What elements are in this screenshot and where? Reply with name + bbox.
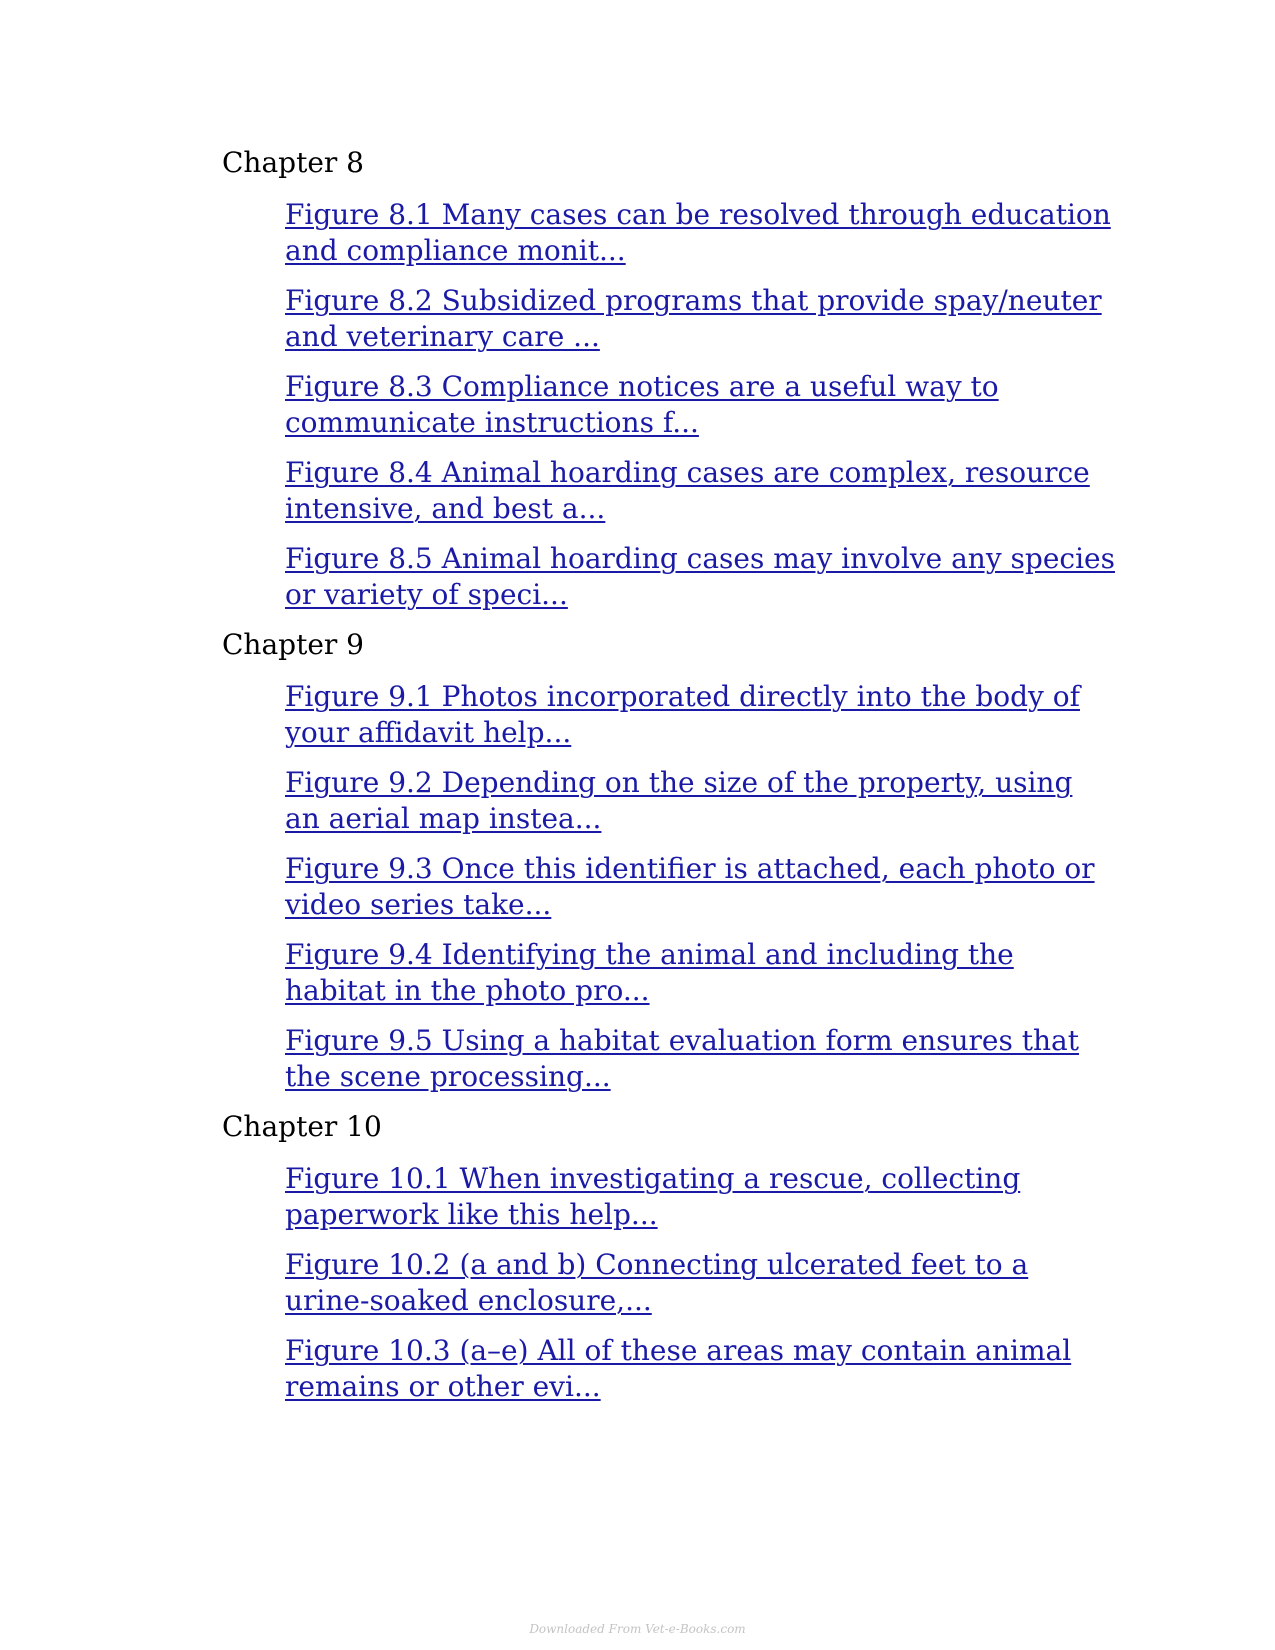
figure-link-9-1[interactable]: Figure 9.1 Photos incorporated directly into the body of your affidavit help...	[285, 680, 1080, 749]
figure-link-10-2[interactable]: Figure 10.2 (a and b) Connecting ulcerated feet to a urine-soaked enclosure,...	[285, 1248, 1029, 1317]
figure-link-9-4[interactable]: Figure 9.4 Identifying the animal and including the habitat in the photo pro...	[285, 938, 1014, 1007]
figure-list	[222, 197, 1122, 613]
chapter-section-10	[222, 1109, 1122, 1405]
watermark-footer: Downloaded From Vet-e-Books.com	[529, 1622, 746, 1636]
chapter-heading: Chapter 10	[222, 1110, 382, 1143]
list-item	[285, 1023, 1122, 1095]
chapter-heading: Chapter 9	[222, 628, 364, 661]
list-item	[285, 283, 1122, 355]
figure-link-10-3[interactable]: Figure 10.3 (a–e) All of these areas may contain animal remains or other evi...	[285, 1334, 1072, 1403]
figure-list-document	[222, 145, 1122, 1419]
figure-link-8-1[interactable]: Figure 8.1 Many cases can be resolved through education and compliance monit...	[285, 198, 1111, 267]
figure-link-9-2[interactable]: Figure 9.2 Depending on the size of the property, using an aerial map instea...	[285, 766, 1073, 835]
list-item	[285, 679, 1122, 751]
chapter-section-8	[222, 145, 1122, 613]
figure-link-8-2[interactable]: Figure 8.2 Subsidized programs that provide spay/neuter and veterinary care ...	[285, 284, 1102, 353]
list-item	[285, 541, 1122, 613]
chapter-heading: Chapter 8	[222, 146, 364, 179]
chapter-section-9	[222, 627, 1122, 1095]
list-item	[285, 851, 1122, 923]
list-item	[285, 369, 1122, 441]
figure-link-9-5[interactable]: Figure 9.5 Using a habitat evaluation form ensures that the scene processing...	[285, 1024, 1079, 1093]
figure-list	[222, 1161, 1122, 1405]
list-item	[285, 765, 1122, 837]
list-item	[285, 197, 1122, 269]
list-item	[285, 1161, 1122, 1233]
figure-list	[222, 679, 1122, 1095]
figure-link-8-4[interactable]: Figure 8.4 Animal hoarding cases are complex, resource intensive, and best a...	[285, 456, 1090, 525]
figure-link-8-5[interactable]: Figure 8.5 Animal hoarding cases may involve any species or variety of speci...	[285, 542, 1115, 611]
list-item	[285, 1333, 1122, 1405]
figure-link-9-3[interactable]: Figure 9.3 Once this identifier is attached, each photo or video series take...	[285, 852, 1095, 921]
list-item	[285, 455, 1122, 527]
figure-link-10-1[interactable]: Figure 10.1 When investigating a rescue, collecting paperwork like this help...	[285, 1162, 1021, 1231]
figure-link-8-3[interactable]: Figure 8.3 Compliance notices are a useful way to communicate instructions f...	[285, 370, 999, 439]
list-item	[285, 1247, 1122, 1319]
list-item	[285, 937, 1122, 1009]
